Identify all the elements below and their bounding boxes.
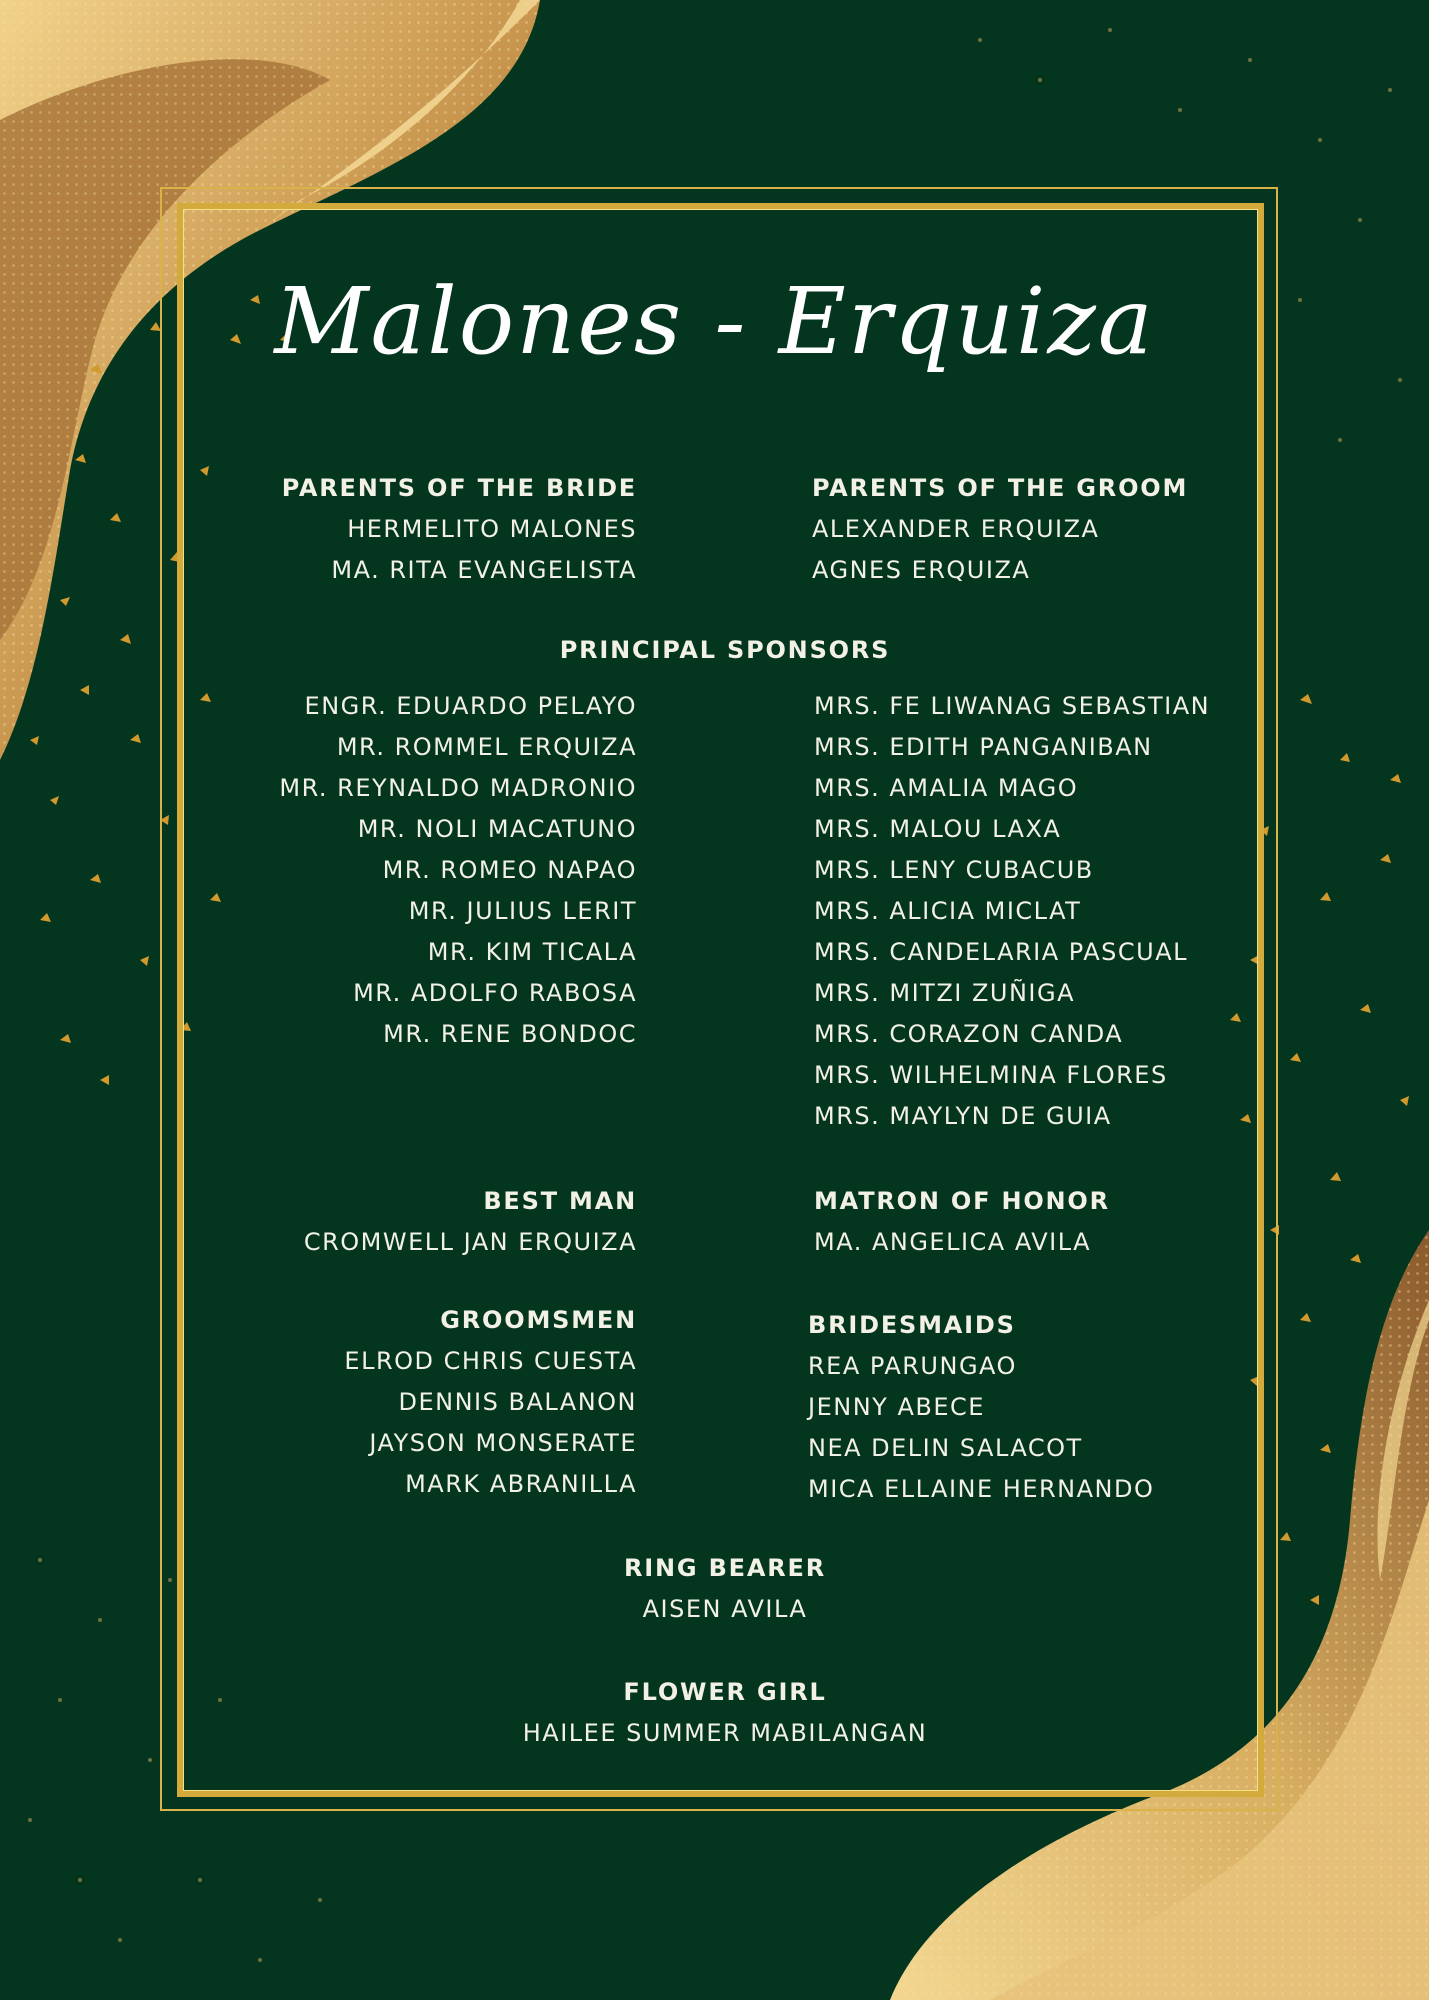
name-item: CROMWELL JAN ERQUIZA bbox=[303, 1228, 637, 1256]
best-man-section bbox=[304, 1181, 637, 1263]
name-item: MA. ANGELICA AVILA bbox=[814, 1228, 1092, 1256]
name-item: MRS. CORAZON CANDA bbox=[814, 1020, 1124, 1048]
couple-title: Malones - Erquiza bbox=[274, 268, 1155, 375]
principal-sponsors-right-list bbox=[814, 686, 1210, 1137]
name-item: MRS. LENY CUBACUB bbox=[814, 856, 1094, 884]
section-heading: PARENTS OF THE GROOM bbox=[812, 474, 1189, 502]
name-item: HERMELITO MALONES bbox=[347, 515, 637, 543]
name-item: AGNES ERQUIZA bbox=[812, 556, 1031, 584]
principal-sponsors-heading-wrap bbox=[0, 630, 1429, 671]
matron-of-honor-section bbox=[814, 1181, 1110, 1263]
name-item: MR. ADOLFO RABOSA bbox=[353, 979, 637, 1007]
name-item: MRS. MAYLYN DE GUIA bbox=[814, 1102, 1112, 1130]
section-heading: GROOMSMEN bbox=[440, 1306, 637, 1334]
name-item: JENNY ABECE bbox=[808, 1393, 985, 1421]
name-item: ELROD CHRIS CUESTA bbox=[344, 1347, 637, 1375]
name-item: MRS. ALICIA MICLAT bbox=[814, 897, 1082, 925]
name-item: MRS. EDITH PANGANIBAN bbox=[814, 733, 1153, 761]
name-item: MR. REYNALDO MADRONIO bbox=[279, 774, 637, 802]
section-heading: FLOWER GIRL bbox=[623, 1678, 827, 1706]
name-item: MR. KIM TICALA bbox=[427, 938, 637, 966]
ring-bearer-section bbox=[0, 1548, 1429, 1630]
name-item: MRS. FE LIWANAG SEBASTIAN bbox=[814, 692, 1211, 720]
name-item: REA PARUNGAO bbox=[808, 1352, 1017, 1380]
name-item: MR. ROMEO NAPAO bbox=[382, 856, 637, 884]
name-item: ALEXANDER ERQUIZA bbox=[812, 515, 1100, 543]
name-item: MR. ROMMEL ERQUIZA bbox=[336, 733, 637, 761]
name-item: MRS. MITZI ZUÑIGA bbox=[814, 979, 1076, 1007]
bridesmaids-section bbox=[808, 1305, 1154, 1510]
name-item: HAILEE SUMMER MABILANGAN bbox=[522, 1719, 928, 1747]
name-item: MA. RITA EVANGELISTA bbox=[331, 556, 637, 584]
parents-of-bride-section bbox=[282, 468, 637, 591]
name-item: MICA ELLAINE HERNANDO bbox=[808, 1475, 1155, 1503]
flower-girl-section bbox=[0, 1672, 1429, 1754]
name-item: MRS. WILHELMINA FLORES bbox=[814, 1061, 1168, 1089]
name-item: JAYSON MONSERATE bbox=[369, 1429, 637, 1457]
principal-sponsors-left-list bbox=[279, 686, 637, 1055]
section-heading: PRINCIPAL SPONSORS bbox=[559, 636, 891, 664]
section-heading: RING BEARER bbox=[624, 1554, 826, 1582]
name-item: DENNIS BALANON bbox=[398, 1388, 637, 1416]
name-item: ENGR. EDUARDO PELAYO bbox=[304, 692, 637, 720]
name-item: NEA DELIN SALACOT bbox=[808, 1434, 1083, 1462]
name-item: AISEN AVILA bbox=[642, 1595, 808, 1623]
name-item: MRS. CANDELARIA PASCUAL bbox=[814, 938, 1188, 966]
name-item: MRS. AMALIA MAGO bbox=[814, 774, 1079, 802]
section-heading: PARENTS OF THE BRIDE bbox=[281, 474, 637, 502]
name-item: MR. RENE BONDOC bbox=[383, 1020, 637, 1048]
section-heading: BRIDESMAIDS bbox=[808, 1311, 1016, 1339]
section-heading: MATRON OF HONOR bbox=[814, 1187, 1110, 1215]
name-item: MR. JULIUS LERIT bbox=[408, 897, 637, 925]
name-item: MRS. MALOU LAXA bbox=[814, 815, 1062, 843]
parents-of-groom-section bbox=[812, 468, 1188, 591]
name-item: MR. NOLI MACATUNO bbox=[357, 815, 637, 843]
groomsmen-section bbox=[344, 1300, 637, 1505]
name-item: MARK ABRANILLA bbox=[405, 1470, 637, 1498]
section-heading: BEST MAN bbox=[483, 1187, 637, 1215]
